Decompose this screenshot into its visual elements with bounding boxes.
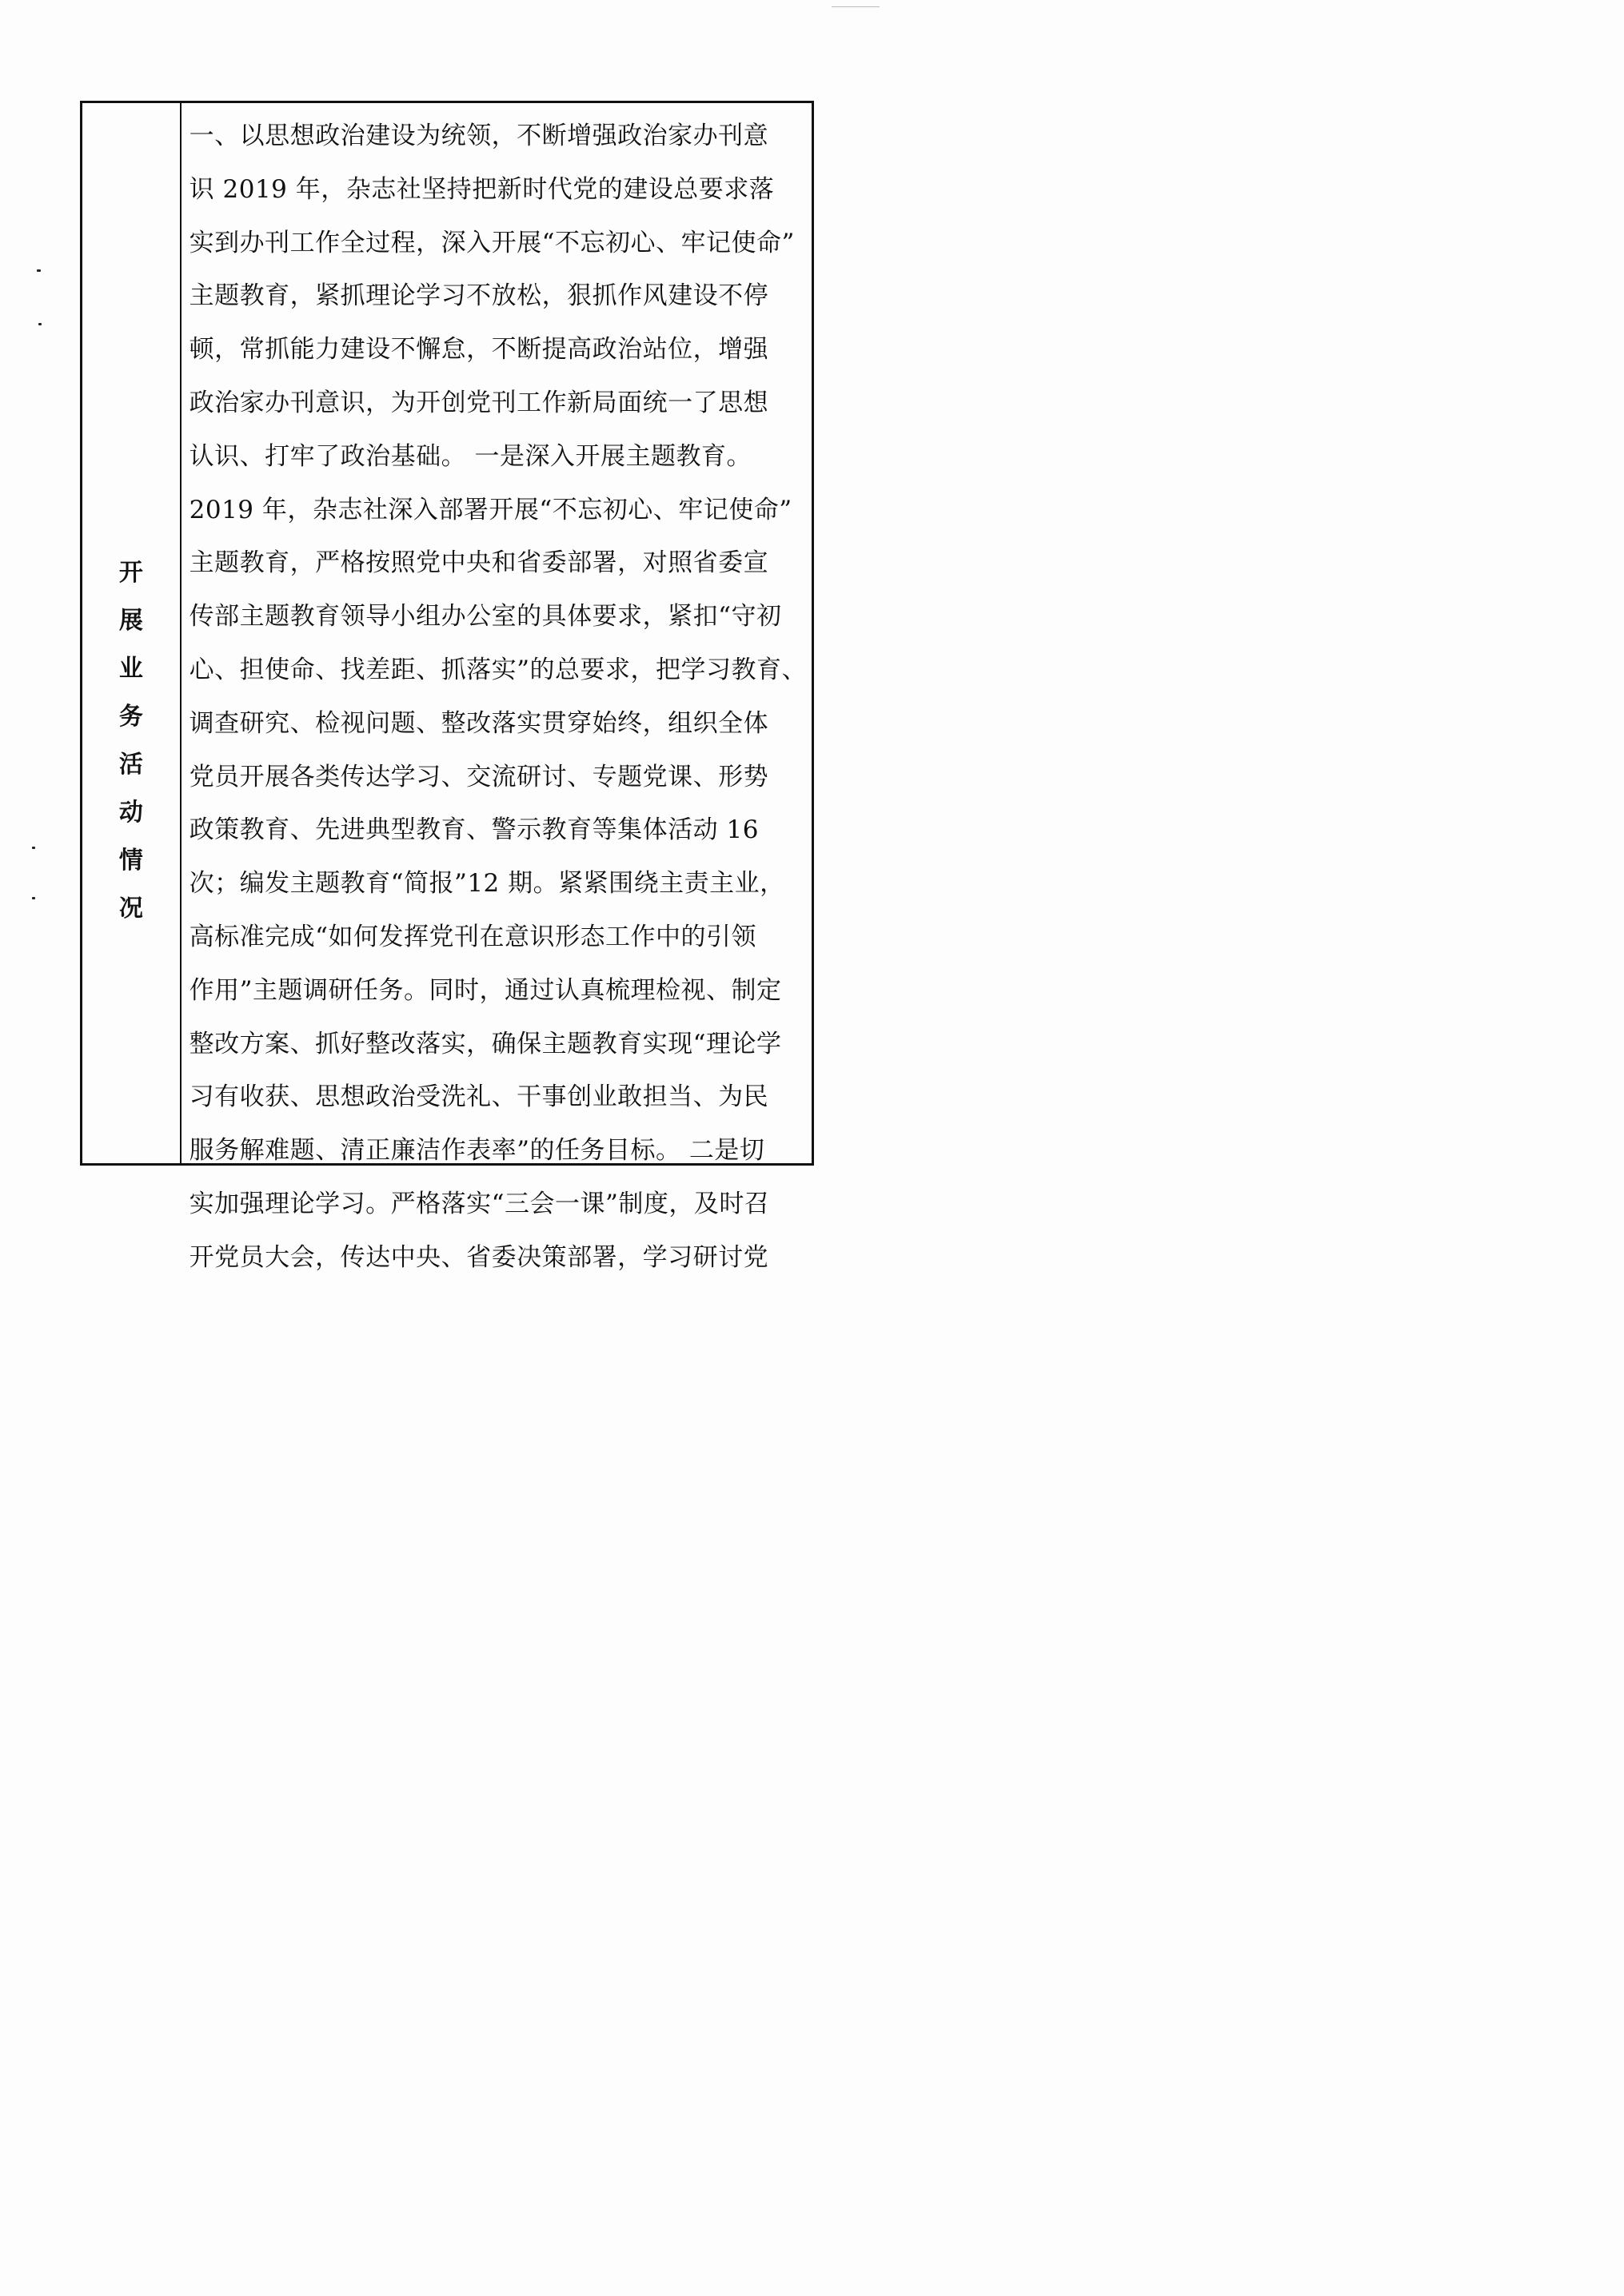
content-line: 主题教育，紧抓理论学习不放松，狠抓作风建设不停 [189, 281, 769, 311]
row-label-char: 业 [118, 655, 143, 683]
row-label-char: 活 [118, 751, 143, 779]
row-label-char: 开 [118, 559, 143, 587]
scan-speck [38, 323, 42, 325]
content-line: 政治家办刊意识，为开创党刊工作新局面统一了思想 [189, 388, 769, 417]
content-line: 作用”主题调研任务。同时，通过认真梳理检视、制定 [189, 975, 782, 1005]
scan-edge-mark [832, 6, 880, 7]
row-content-cell [182, 103, 812, 1272]
content-line: 2019 年，杂志社深入部署开展“不忘初心、牢记使命” [189, 495, 792, 524]
content-line: 次；编发主题教育“简报”12 期。紧紧围绕主责主业， [189, 869, 785, 899]
row-label-char: 展 [118, 607, 143, 635]
content-line: 整改方案、抓好整改落实，确保主题教育实现“理论学 [189, 1029, 782, 1058]
row-label-char: 况 [118, 895, 143, 923]
row-label [82, 549, 180, 933]
content-line: 实到办刊工作全过程，深入开展“不忘初心、牢记使命” [189, 228, 795, 257]
content-line: 开党员大会，传达中央、省委决策部署，学习研讨党 [189, 1242, 769, 1272]
row-label-char: 动 [118, 799, 143, 827]
content-line: 高标准完成“如何发挥党刊在意识形态工作中的引领 [189, 922, 756, 951]
content-line: 心、担使命、找差距、抓落实”的总要求，把学习教育、 [189, 655, 807, 684]
scan-speck [32, 897, 35, 899]
activity-table [80, 101, 814, 1272]
row-label-char: 务 [118, 703, 143, 731]
row-label-cell [82, 103, 182, 1163]
content-line: 一、以思想政治建设为统领，不断增强政治家办刊意 [189, 122, 769, 150]
content-line: 顿，常抓能力建设不懈怠，不断提高政治站位，增强 [189, 335, 769, 365]
content-line: 传部主题教育领导小组办公室的具体要求，紧扣“守初 [189, 602, 782, 632]
content-line: 调查研究、检视问题、整改落实贯穿始终，组织全体 [189, 708, 769, 738]
content-line: 党员开展各类传达学习、交流研讨、专题党课、形势 [189, 762, 769, 791]
content-line: 识 2019 年，杂志社坚持把新时代党的建设总要求落 [189, 174, 775, 204]
scan-speck [37, 269, 41, 272]
content-line: 认识、打牢了政治基础。 一是深入开展主题教育。 [189, 441, 752, 471]
content-line: 政策教育、先进典型教育、警示教育等集体活动 16 [189, 815, 759, 845]
content-line: 习有收获、思想政治受洗礼、干事创业敢担当、为民 [189, 1082, 769, 1112]
content-line: 主题教育，严格按照党中央和省委部署，对照省委宣 [189, 548, 769, 578]
content-line: 实加强理论学习。严格落实“三会一课”制度，及时召 [189, 1189, 770, 1218]
content-line: 服务解难题、清正廉洁作表率”的任务目标。 二是切 [189, 1136, 765, 1166]
scan-speck [32, 847, 35, 849]
row-label-char: 情 [118, 847, 143, 875]
